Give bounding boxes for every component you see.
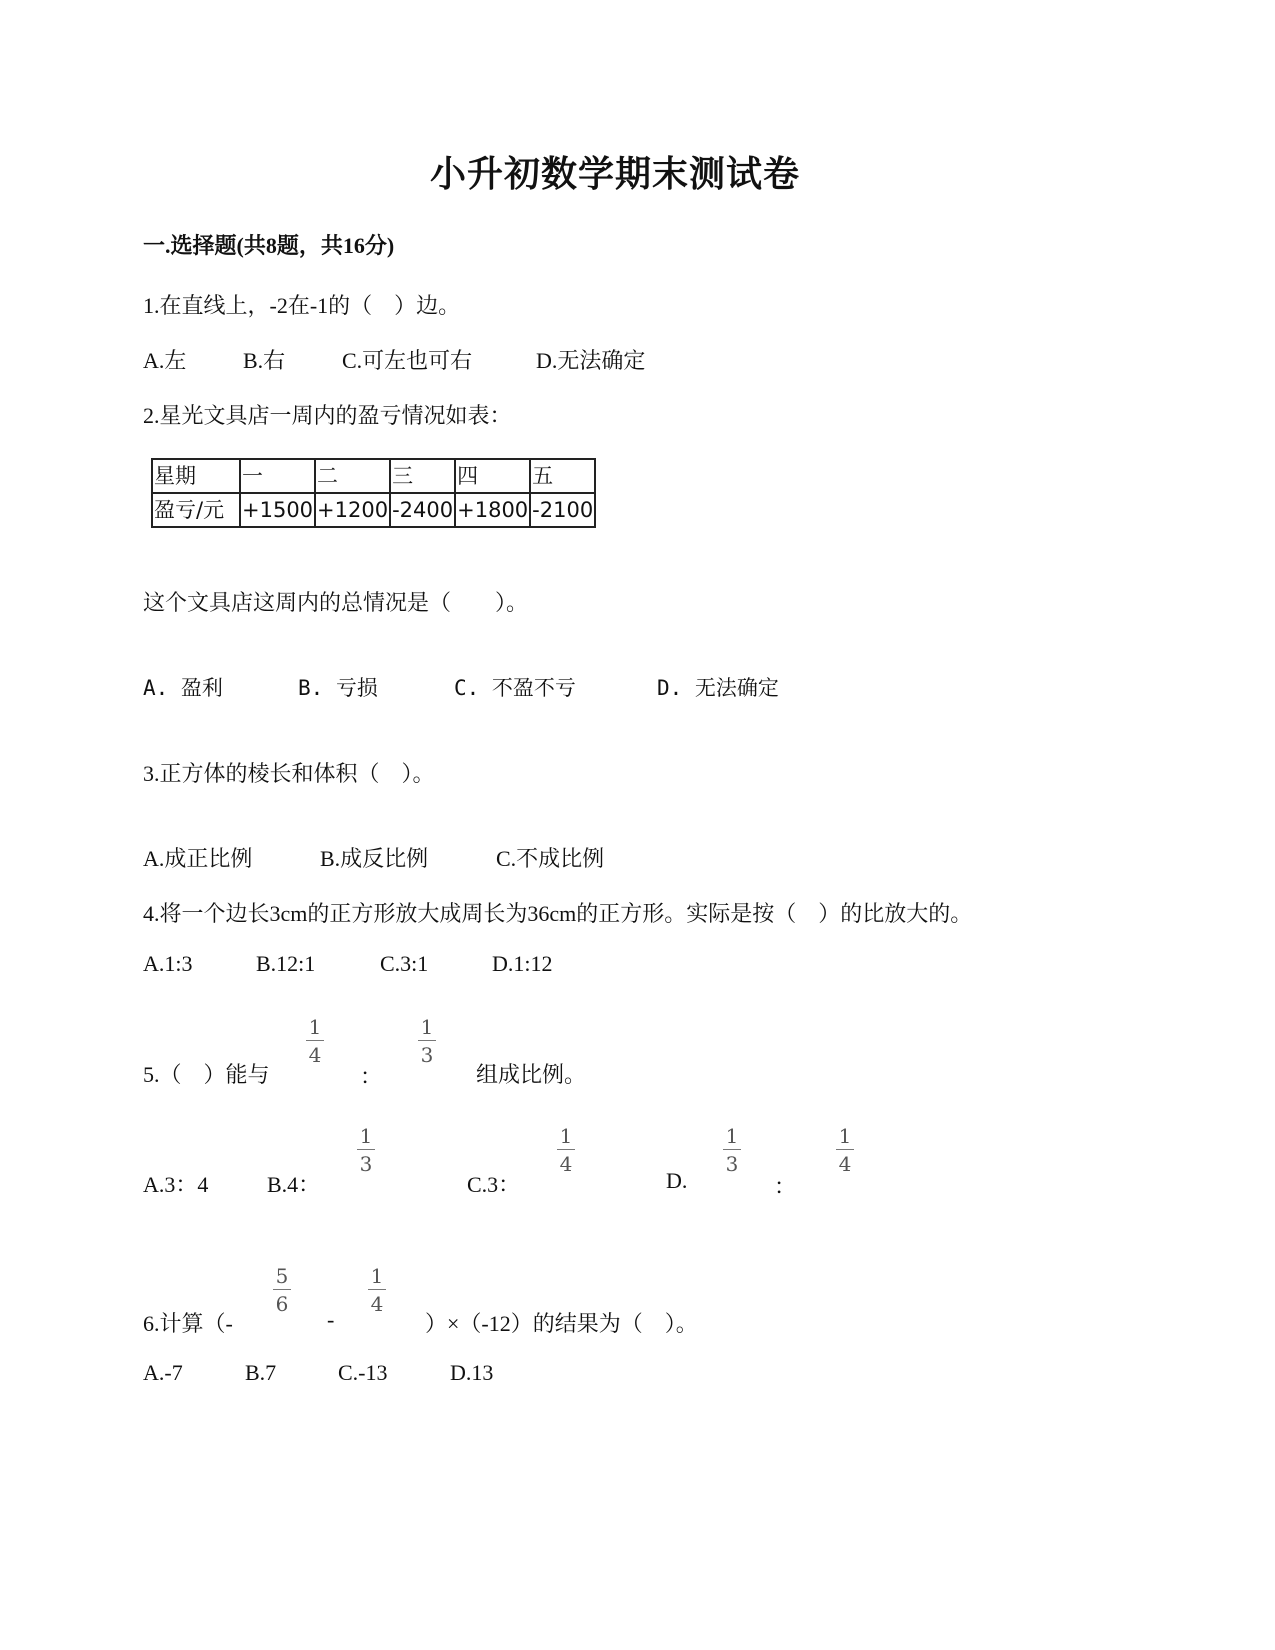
fraction — [306, 1017, 324, 1065]
table-cell: +1500 — [240, 493, 315, 527]
q1-option-a[interactable]: A.左 — [143, 348, 187, 373]
q4-option-c[interactable]: C.3:1 — [380, 951, 429, 976]
section-heading: 一.选择题(共8题，共16分) — [143, 233, 395, 258]
table-cell: 一 — [240, 459, 315, 493]
question-5-suffix: 组成比例。 — [476, 1062, 587, 1087]
fraction-bar — [836, 1149, 854, 1150]
q6-option-c[interactable]: C.-13 — [338, 1360, 388, 1385]
fraction — [418, 1017, 436, 1065]
question-3-text: 3.正方体的棱长和体积（ ）。 — [143, 761, 435, 786]
ratio-colon: ： — [774, 1174, 797, 1199]
table-header-row — [152, 459, 595, 493]
fraction-denominator: 4 — [559, 1152, 573, 1176]
fraction — [723, 1126, 741, 1174]
fraction-denominator: 4 — [838, 1152, 852, 1176]
table-cell: +1200 — [315, 493, 390, 527]
question-2-text: 2.星光文具店一周内的盈亏情况如表： — [143, 403, 512, 428]
table-cell: 星期 — [152, 459, 240, 493]
table-cell: +1800 — [455, 493, 530, 527]
fraction-numerator: 5 — [275, 1264, 289, 1288]
fraction-numerator: 1 — [725, 1124, 739, 1148]
table-cell: 盈亏/元 — [152, 493, 240, 527]
q5-option-d[interactable]: D. — [666, 1168, 688, 1193]
q4-option-d[interactable]: D.1:12 — [492, 951, 553, 976]
question-2-prompt: 这个文具店这周内的总情况是（ ）。 — [143, 590, 529, 615]
fraction-bar — [368, 1289, 386, 1290]
fraction-numerator: 1 — [359, 1124, 373, 1148]
question-6-suffix: ）×（-12）的结果为（ ）。 — [425, 1311, 698, 1336]
fraction-numerator: 1 — [838, 1124, 852, 1148]
q6-option-b[interactable]: B.7 — [245, 1360, 277, 1385]
fraction-bar — [357, 1149, 375, 1150]
q4-option-b[interactable]: B.12:1 — [256, 951, 316, 976]
fraction — [836, 1126, 854, 1174]
table-cell: 五 — [530, 459, 595, 493]
q6-option-d[interactable]: D.13 — [450, 1360, 494, 1385]
q5-option-c[interactable]: C.3： — [467, 1172, 521, 1197]
table-cell: -2100 — [530, 493, 595, 527]
fraction-denominator: 3 — [420, 1043, 434, 1067]
table-cell: 四 — [455, 459, 530, 493]
fraction-denominator: 4 — [308, 1043, 322, 1067]
fraction — [368, 1266, 386, 1314]
table-cell: -2400 — [390, 493, 455, 527]
q6-option-a[interactable]: A.-7 — [143, 1360, 183, 1385]
fraction-bar — [723, 1149, 741, 1150]
profit-loss-table — [151, 458, 596, 528]
q1-option-c[interactable]: C.可左也可右 — [342, 348, 473, 373]
q5-option-a[interactable]: A.3：4 — [143, 1172, 209, 1197]
question-6-prefix: 6.计算（- — [143, 1311, 233, 1336]
fraction-bar — [557, 1149, 575, 1150]
q2-option-a[interactable]: A. 盈利 — [143, 676, 223, 700]
fraction — [273, 1266, 291, 1314]
fraction-numerator: 1 — [370, 1264, 384, 1288]
minus-sign: - — [327, 1307, 335, 1332]
q1-option-d[interactable]: D.无法确定 — [536, 348, 646, 373]
fraction-bar — [418, 1040, 436, 1041]
table-row — [152, 493, 595, 527]
q1-option-b[interactable]: B.右 — [243, 348, 286, 373]
question-4-text: 4.将一个边长3cm的正方形放大成周长为36cm的正方形。实际是按（ ）的比放大的。 — [143, 901, 973, 926]
fraction-denominator: 4 — [370, 1292, 384, 1316]
q2-option-d[interactable]: D. 无法确定 — [657, 676, 779, 700]
question-1-text: 1.在直线上，-2在-1的（ ）边。 — [143, 293, 461, 318]
fraction-numerator: 1 — [420, 1015, 434, 1039]
fraction — [357, 1126, 375, 1174]
fraction — [557, 1126, 575, 1174]
page-title: 小升初数学期末测试卷 — [430, 154, 801, 194]
fraction-numerator: 1 — [559, 1124, 573, 1148]
table-cell: 三 — [390, 459, 455, 493]
fraction-bar — [273, 1289, 291, 1290]
fraction-denominator: 3 — [725, 1152, 739, 1176]
q4-option-a[interactable]: A.1:3 — [143, 951, 193, 976]
table-cell: 二 — [315, 459, 390, 493]
q5-option-b[interactable]: B.4： — [267, 1172, 321, 1197]
fraction-numerator: 1 — [308, 1015, 322, 1039]
question-5-prefix: 5.（ ）能与 — [143, 1062, 270, 1087]
q3-option-c[interactable]: C.不成比例 — [496, 846, 605, 871]
q3-option-b[interactable]: B.成反比例 — [320, 846, 429, 871]
ratio-colon: ： — [360, 1064, 383, 1089]
q2-option-c[interactable]: C. 不盈不亏 — [454, 676, 576, 700]
fraction-bar — [306, 1040, 324, 1041]
q2-option-b[interactable]: B. 亏损 — [298, 676, 378, 700]
fraction-denominator: 3 — [359, 1152, 373, 1176]
fraction-denominator: 6 — [275, 1292, 289, 1316]
q3-option-a[interactable]: A.成正比例 — [143, 846, 253, 871]
